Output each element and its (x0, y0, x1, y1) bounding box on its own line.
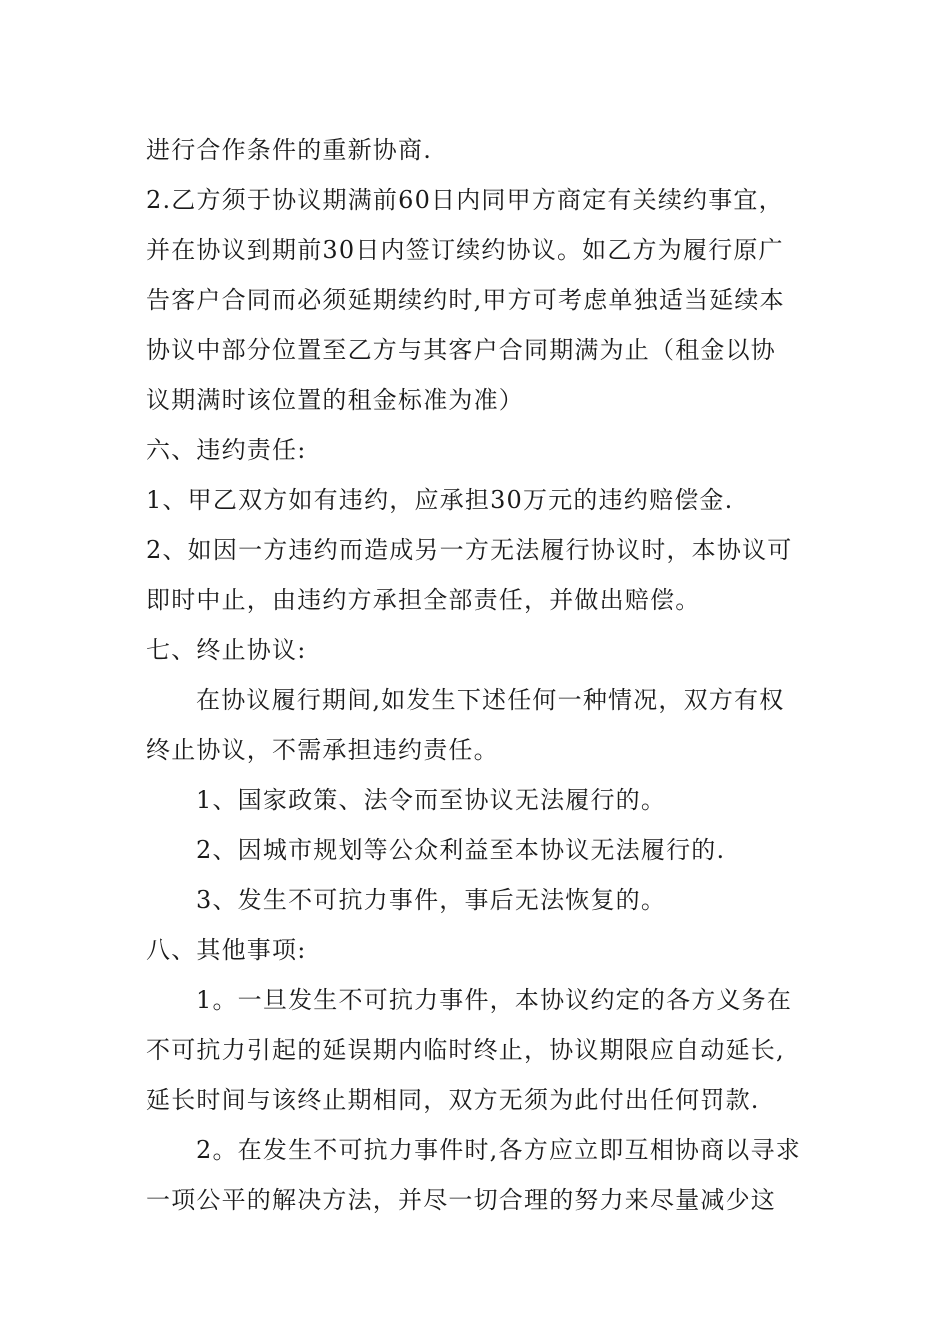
text-line: 1。一旦发生不可抗力事件，本协议约定的各方义务在 (196, 986, 793, 1014)
text-line: 即时中止，由违约方承担全部责任，并做出赔偿。 (146, 586, 701, 614)
text-line: 3、发生不可抗力事件，事后无法恢复的。 (196, 886, 667, 914)
text-line: 并在协议到期前30日内签订续约协议。如乙方为履行原广 (146, 236, 784, 264)
text-line: 告客户合同而必须延期续约时,甲方可考虑单独适当延续本 (146, 286, 785, 314)
text-line: 2、因城市规划等公众利益至本协议无法履行的. (196, 836, 726, 864)
text-line: 议期满时该位置的租金标准为准） (146, 386, 524, 414)
text-line: 一项公平的解决方法，并尽一切合理的努力来尽量减少这 (146, 1186, 776, 1214)
text-line: 在协议履行期间,如发生下述任何一种情况，双方有权 (196, 686, 785, 714)
text-line: 不可抗力引起的延误期内临时终止，协议期限应自动延长, (146, 1036, 785, 1064)
text-line: 1、国家政策、法令而至协议无法履行的。 (196, 786, 667, 814)
text-line: 1、甲乙双方如有违约，应承担30万元的违约赔偿金. (146, 486, 734, 514)
text-line: 协议中部分位置至乙方与其客户合同期满为止（租金以协 (146, 336, 776, 364)
document-body (146, 125, 806, 1225)
text-line: 2.乙方须于协议期满前60日内同甲方商定有关续约事宜， (146, 186, 784, 214)
text-line: 终止协议，不需承担违约责任。 (146, 736, 499, 764)
text-line: 2、如因一方违约而造成另一方无法履行协议时，本协议可 (146, 536, 793, 564)
text-line: 七、终止协议: (146, 636, 307, 664)
text-line: 八、其他事项: (146, 936, 307, 964)
text-line: 延长时间与该终止期相同，双方无须为此付出任何罚款. (146, 1086, 760, 1114)
text-line: 六、违约责任: (146, 436, 307, 464)
text-line: 进行合作条件的重新协商. (146, 136, 433, 164)
text-line: 2。在发生不可抗力事件时,各方应立即互相协商以寻求 (196, 1136, 801, 1164)
